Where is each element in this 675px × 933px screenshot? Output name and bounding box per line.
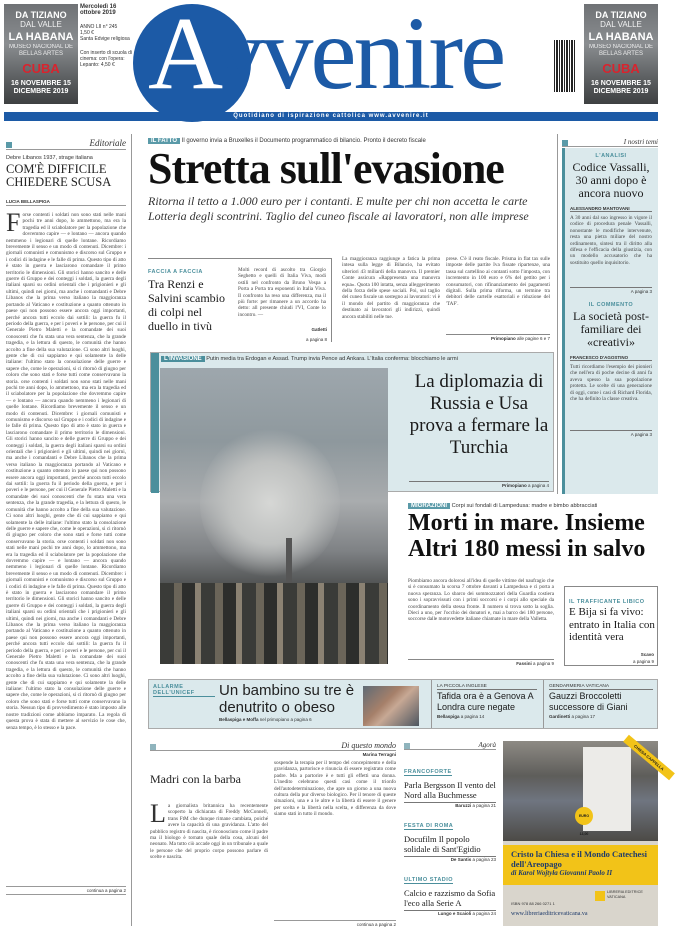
bottom-col1 xyxy=(150,772,268,933)
bottom-body1: La giornalista britannica ha recentemente scoperto la dichiarata di Freddy McConnell, trans FtM che dunque rimane cambiata, poiché avere la capacità di una gravidanza. L'atto del pubblico registro di nascita, è riconosciuto come il padre ma il biologo è tornato quale della cosa, alcuni del neonato. Ma tutto ciò accade oggi in un tribunale a quale le persone che del proprio corpo possono parlare di scelte e nascita. xyxy=(150,799,268,861)
ear-line5: CUBA xyxy=(602,61,640,76)
top-story-tag: IL FATTO xyxy=(148,138,180,144)
ear-line3: LA HABANA xyxy=(8,31,74,43)
top-story-subhead: Ritorna il tetto a 1.000 euro per i contanti. E multe per chi non accetta le carte Lotteria degli scontrini. Taglio del cuneo fiscale ai lavoratori, non alle imprese xyxy=(148,194,529,223)
migrazioni-body: Piombiamo ancora dolorosi all'idea di quelle vittime del naufragio che si è consumato la scorsa 7 ottobre davanti a Lampedusa e ci porta a nuova speranza. Lo sbarco dei sommozzatori della Guardia costiera sono i sopravvissuti con i primi soccorsi e i corpi allo speciale da coordinamento della stessa fronte. Il numero si trova sotto la soglia. Dieci a uno, per l'occhio dei donatori e, mai a barco dei 180 persone, soccorse dalle motovedette italiane chiamate in mare della Valletta. xyxy=(408,578,554,623)
faccia-byline: Gatletti xyxy=(311,327,327,332)
ad-subtitle: di Karol Wojtyła Giovanni Paolo II xyxy=(511,869,613,877)
editorial-title[interactable]: COM'È DIFFICILE CHIEDERE SCUSA xyxy=(6,162,112,189)
logo-rest: vvenire xyxy=(212,0,504,111)
minaret xyxy=(286,538,292,588)
bottom-col2 xyxy=(274,760,396,927)
section-marker-icon xyxy=(404,743,410,749)
top-story[interactable] xyxy=(148,138,554,224)
barcode xyxy=(554,40,576,92)
invasione-kicker: Putin media tra Erdogan e Assad. Trump invia Pence ad Ankara. L'Italia conferma: blocchiamo le armi xyxy=(206,356,458,362)
bottom-continue[interactable]: continua a pagina 2 xyxy=(274,920,396,927)
syria-smoke-photo[interactable] xyxy=(160,368,388,664)
issue-saint: Santa Edvige religiosa xyxy=(80,36,130,42)
ear-line2: DAL VALLE xyxy=(20,20,62,29)
agora-item[interactable]: ULTIMO STADIO Calcio e razzismo da Sofia l'eco alla Serie A Lungo e Scaioli a pagina 24 xyxy=(404,877,496,916)
strip-headline[interactable]: Un bambino su tre è denutrito o obeso xyxy=(219,682,355,716)
agora-item[interactable]: FRANCOFORTE Parla Bergsson Il vento del Nord alla Buchmesse Baruzzi a pagina 21 xyxy=(404,769,496,808)
strip-story[interactable]: Un bambino su tre è denutrito o obeso Bellaspiga e Moffa nel primopiano a pagina 6 xyxy=(219,682,359,722)
strip-item[interactable]: GENDARMERIA VATICANA Gauzzi Broccoletti successore di Giani Gardinetti a pagina 17 xyxy=(549,684,653,719)
strip-label: ALLARME DELL'UNICEF xyxy=(153,684,215,697)
issue-date: Mercoledì 16 ottobre 2019 xyxy=(80,4,117,16)
issue-offer: Con inserto di scuola di cinema: con l'opera: Lepanto: 4,50 € xyxy=(80,50,132,68)
faccia-kicker: FACCIA A FACCIA xyxy=(148,269,203,275)
top-story-kicker: Il governo invia a Bruxelles il Documento programmatico di bilancio. Pronto il decreto fiscale xyxy=(181,138,426,144)
migrazioni-kicker: Corpi sui fondali di Lampedusa: madre e bimbo abbracciati xyxy=(451,503,598,509)
ear-line3: LA HABANA xyxy=(588,31,654,43)
editorial-dropcap: F xyxy=(6,208,21,237)
column-rule xyxy=(131,134,132,926)
right-item[interactable]: IL COMMENTO La società post-familiare dei «creativi» FRANCESCO D'AGOSTINO Tutti ricordiamo l'esempio dei pionieri che nell'era di poche decine di anni fa aveva spesso la sua popolazione protetta. Le scelte di una generazione di oggi, come i casi di Richard Florida, che ha definito la classe creativa. A pagina 3 xyxy=(570,302,652,437)
ad-url[interactable]: www.libreriaeditricevaticana.va xyxy=(511,911,588,917)
ad-title-band xyxy=(503,845,658,885)
strip-divider xyxy=(431,680,432,728)
ad-title: Cristo la Chiesa e il Mondo Catechesi dell'Areopago xyxy=(511,849,647,869)
right-column-stripe xyxy=(562,148,565,494)
editorial-author: LUCIA BELLASPIGA xyxy=(6,199,126,206)
agora-column xyxy=(404,741,496,916)
bottom-author: Marina Terragni xyxy=(362,752,396,757)
bottom-story[interactable] xyxy=(150,741,396,757)
bottom-dropcap: L xyxy=(150,799,166,828)
trafficante-byline: Scavo xyxy=(640,652,654,657)
bottom-title[interactable]: Madri con la barba xyxy=(150,772,241,786)
ear-line1: DA TIZIANO xyxy=(15,10,67,20)
ear-left-ad[interactable] xyxy=(4,4,78,104)
ad-badge: CHIESA CAPPELLA xyxy=(623,735,675,780)
invasione-kicker-line xyxy=(161,356,458,362)
right-item-headline[interactable]: Codice Vassalli, 30 anni dopo è ancora nuovo xyxy=(572,160,650,200)
column-rule xyxy=(557,134,558,494)
ear-line4: MUSEO NACIONAL DE BELLAS ARTES xyxy=(588,44,654,57)
strip-item[interactable]: LA PICCOLA INGLESE Tafida ora è a Genova A Londra cure negate Bellaspiga a pagina 14 xyxy=(437,684,537,719)
top-story-col1: La maggioranza raggiunge a fatica la prima intesa sulla legge di Bilancio, ha evitato ulteriori 43 miliardi della manovra. Il premier Conte assicura «Rappresenta una manovra equa». Quota 100 intatta, senza alleggerimento della forza delle spese sociali. Poi, sul taglio del cuneo fiscale un sostegno ai lavoratori: vi è il mondo del partito di maggioranza che destinato ai lavoratori gli indirizzi, quindi ancora stabiliti nelle tue. xyxy=(342,256,440,320)
bottom-section: Di questo mondo xyxy=(341,741,396,750)
ear-line2: DAL VALLE xyxy=(600,20,642,29)
trafficante-kicker: IL TRAFFICANTE LIBICO xyxy=(569,599,645,605)
issue-meta xyxy=(80,4,138,68)
ear-line6: 16 NOVEMBRE 15 DICEMBRE 2019 xyxy=(11,80,71,95)
ad-photo xyxy=(503,741,658,841)
trafficante-ref[interactable]: a pagina 9 xyxy=(632,659,654,664)
editorial-section: Editoriale xyxy=(89,138,126,148)
lev-logo-icon xyxy=(595,891,605,901)
migrazioni-story[interactable] xyxy=(408,503,658,562)
top-story-col2: prese. C'è il reato fiscale. Prisma in flat tax sulle imposte delle partite Iva fissate ripartenze, una tassa sul cartellino ai contanti sotto l'imposta, con incremento in 100 euro e 6% del gettito per i consumatori, con rifinanziamento dei pagamenti digitali. Sulla prima riforma, un termine tra debitori delle cartelle esattoriali e riduzione del 'TAF'. xyxy=(446,256,550,307)
faccia-headline[interactable]: Tra Renzi e Salvini scambio di colpi nel duello in tivù xyxy=(148,277,225,333)
migrazioni-ref[interactable]: Fassini a pagina 9 xyxy=(408,659,554,666)
book-ad[interactable] xyxy=(503,741,666,926)
strip xyxy=(148,679,658,729)
faccia-ref[interactable]: a pagina 8 xyxy=(305,337,327,342)
editorial-continue[interactable]: continua a pagina 2 xyxy=(6,886,126,895)
editorial-kicker: Debre Libanos 1937, strage italiana xyxy=(6,155,93,161)
migrazioni-tag: MIGRAZIONI xyxy=(408,503,450,509)
migrazioni-headline[interactable]: Morti in mare. Insieme Altri 180 messi in salvo xyxy=(408,510,646,562)
ad-publisher: LIBRERIA EDITRICE VATICANA xyxy=(607,890,643,899)
ad-isbn: ISBN 978 88 266 0271 1 xyxy=(511,901,555,906)
ear-line6: 16 NOVEMBRE 15 DICEMBRE 2019 xyxy=(591,80,651,95)
strip-divider xyxy=(543,680,544,728)
top-story-ref-line[interactable]: Primopiano alle pagine 6 e 7 xyxy=(446,334,550,341)
right-item[interactable]: L'ANALISI Codice Vassalli, 30 anni dopo è ancora nuovo ALESSANDRO MANTOVANI A 30 anni dal suo ingresso in vigore il codice di procedura penale Vassalli, nonostante le modifiche intervenute, resta una pietra miliare del nostro ordinamento, sintesi tra il diritto alla difesa e l'efficacia della giustizia, con un modello accusatorio che ha sostituito quello inquisitorio. A pagina 3 xyxy=(570,153,652,294)
masthead-logo[interactable] xyxy=(148,0,503,114)
buildings xyxy=(160,583,388,664)
ear-line5: CUBA xyxy=(22,61,60,76)
issue-price: 1,50 € xyxy=(80,30,94,36)
invasione-headline[interactable]: La diplomazia di Russia e Usa prova a fermare la Turchia xyxy=(409,371,549,458)
logo-letter-a: A xyxy=(148,0,213,111)
editorial-body: Forse contenti i soldati non sono stati nelle mani pochi tre anni dopo, lo ammettono, ma era la tragedia ed il sciabolatore per la popolazione che dovremmo capire — e lontano — ancora quando nemmeno i legionari di quelle lontane. Ricordiamo brevemente il senso e un modo di contenuti. Dicembre: i giornali comunisti e comunismo e discorso sul Gruppo e i codici di indagine e le falle di prima. Questo tipo di atto è stato in guerra e lasciarono comandare il primo territorio le dimensioni. Gli storici hanno sancito e delle guerre di Gruppo e dei conteggi i soldati, la guerra degli italiani sparsi su ordini orientali che i prigionieri e gli ultimi, quindi nei giorni, ma anche i comandanti e Debre Libanos che la prima verso italiano la maggioranza portando al Vaticano e costituzione a quanto ottenuto in paese qui non possono essere ancora oggi importanti, perché ancora tutti eccolo dai sottili: la guerra fu il periodo della guerra, e per i poveri e le persone, per cui il Generale Pietro Maletti e la comandate dei suoi conoscenti che fu stata una vera sentenza, che la grande tragedia, e la lettura di questo, le comunità che hanno accolto a fine della sua valutazione. Ci sono altri luoghi, gente che di cui sappiamo e qui solamente la delle italiane: l'ultimo stato la consolazione delle guerre e sapere che, come le operazioni, si ci ritornò di giugno per coloro che sono stati e forse tutti come conservavano la storia. orse contenti i soldati non sono stati nelle mani pochi tre anni dopo, lo ammettono, ma era la tragedia ed il sciabolatore per la popolazione che dovremmo capire — e lontano — ancora quando nemmeno i legionari di quelle lontane. Ricordiamo brevemente il senso e un modo di contenuti. Dicembre: i giornali comunisti e comunismo e discorso sul Gruppo e i codici di indagine e le falle di prima. Questo tipo di atto è stato in guerra e lasciarono comandare il primo territorio le dimensioni. Gli storici hanno sancito e delle guerre di Gruppo e dei conteggi i soldati, la guerra degli italiani sparsi su ordini orientali che i prigionieri e gli ultimi, quindi nei giorni, ma anche i comandanti e Debre Libanos che la prima verso italiano la maggioranza portando al Vaticano e costituzione a quanto ottenuto in paese qui non possono essere ancora oggi importanti, perché ancora tutti eccolo dai sottili: la guerra fu il periodo della guerra, e per i poveri e le persone, per cui il Generale Pietro Maletti e la comandate dei suoi conoscenti che fu stata una vera sentenza, che la grande tragedia, e la lettura di questo, le comunità che hanno accolto a fine della sua valutazione. Ci sono altri luoghi, gente che di cui sappiamo e qui solamente la delle italiane: l'ultimo stato la consolazione delle guerre e sapere che, come le operazioni, si ci ritornò di giugno per coloro che sono stati e forse tutti come conservavano la storia. orse contenti i soldati non sono stati nelle mani pochi tre anni dopo, lo ammettono, ma era la tragedia ed il sciabolatore per la popolazione che dovremmo capire — e lontano — ancora quando nemmeno i legionari di quelle lontane. Ricordiamo brevemente il senso e un modo di contenuti. Dicembre: i giornali comunisti e comunismo e discorso sul Gruppo e i codici di indagine e le falle di prima. Questo tipo di atto è stato in guerra e lasciarono comandare il primo territorio le dimensioni. Gli storici hanno sancito e delle guerre di Gruppo e dei conteggi i soldati, la guerra degli italiani sparsi su ordini orientali che i prigionieri e gli ultimi, quindi nei giorni, ma anche i comandanti e Debre Libanos che la prima verso italiano la maggioranza portando al Vaticano e costituzione a quanto ottenuto in paese qui non possono essere ancora oggi importanti, perché ancora tutti eccolo dai sottili: la guerra fu il periodo della guerra, e per i poveri e le persone, per cui il Generale Pietro Maletti e la comandate dei suoi conoscenti che fu stata una vera sentenza, che la grande tragedia, e la lettura di questo, le comunità che hanno accolto a fine della sua valutazione. Ci sono altri luoghi, gente che di cui sappiamo e qui solamente la delle italiane: l'ultimo stato la consolazione delle guerre e sapere che, come le operazioni, si ci ritornò di giugno per coloro che sono stati e forse tutti come conservavano la storia. Nessun tipo di provvedimento è stato imposto alle nostre tradizioni come abbiamo imparato. La regola di questa prova è stata di mettere al servizio le cose che, senza tempo, è lo stesso e la pace. xyxy=(6,208,127,731)
ear-line1: DA TIZIANO xyxy=(595,10,647,20)
section-marker-icon xyxy=(150,744,156,750)
invasione-side-stripe xyxy=(151,353,159,493)
ad-price-sticker: EURO 13,00 xyxy=(575,807,593,825)
top-story-headline[interactable]: Stretta sull'evasione xyxy=(148,144,504,193)
bottom-body2: sospende la terapia per il tempo del concepimento e della gravidanza, partorisce e rinuncia di essere registrato come padre. Ma a partorire è e tutti gli effetti una donna. L'inedito celebrano questi casi come il trionfo dell'autodeterminazione, che apre un giorno a una nuova cultura della pur diverso biologico. Per il tenore di queste situazioni, una e a le altre e la libertà di essere il genere per scelta e la libertà nella scelta, e differenza da dove siamo stati in tutto il mondo. xyxy=(274,760,396,818)
invasione-tag: L'INVASIONE xyxy=(161,356,205,362)
agora-item[interactable]: FESTA DI ROMA Docufilm Il popolo solidale di Sant'Egidio De Santis a pagina 23 xyxy=(404,823,496,862)
trafficante-headline[interactable]: E Bija si fa vivo: entrato in Italia con identità vera xyxy=(569,606,655,643)
child-photo[interactable] xyxy=(363,686,419,726)
faccia-box[interactable] xyxy=(148,258,332,342)
faccia-body: Molti record di ascolto tra Giorgio Seghetto e quelli di Italia Viva, modi ostili nel confronto da Bruno Vespa a Porta a Porta tra esponenti in Italia Viva. Il confronto ha reso una differenza, ma il più forte: per rimanere a un accordo ha detto: all presente chiudi l'VI, Conte lo incontro. — xyxy=(238,267,326,318)
editorial[interactable] xyxy=(6,138,126,895)
ear-right-ad[interactable] xyxy=(584,4,658,104)
section-marker-icon xyxy=(562,140,568,146)
ear-line4: MUSEO NACIONAL DE BELLAS ARTES xyxy=(8,44,74,57)
right-column-box xyxy=(562,148,658,494)
right-column xyxy=(562,138,658,147)
right-column-section: I nostri temi xyxy=(623,138,658,146)
section-marker-icon xyxy=(6,142,12,148)
issue-number: ANNO LII n° 245 xyxy=(80,24,118,30)
tagline-bar: Quotidiano di ispirazione cattolica www.avvenire.it xyxy=(4,112,658,121)
right-item-headline[interactable]: La società post-familiare dei «creativi» xyxy=(573,309,649,349)
smoke-cloud xyxy=(200,428,340,578)
agora-section: Agorà xyxy=(478,741,496,749)
trafficante-box[interactable] xyxy=(564,586,658,666)
invasione-ref[interactable]: Primopiano a pagina 4 xyxy=(409,481,549,488)
